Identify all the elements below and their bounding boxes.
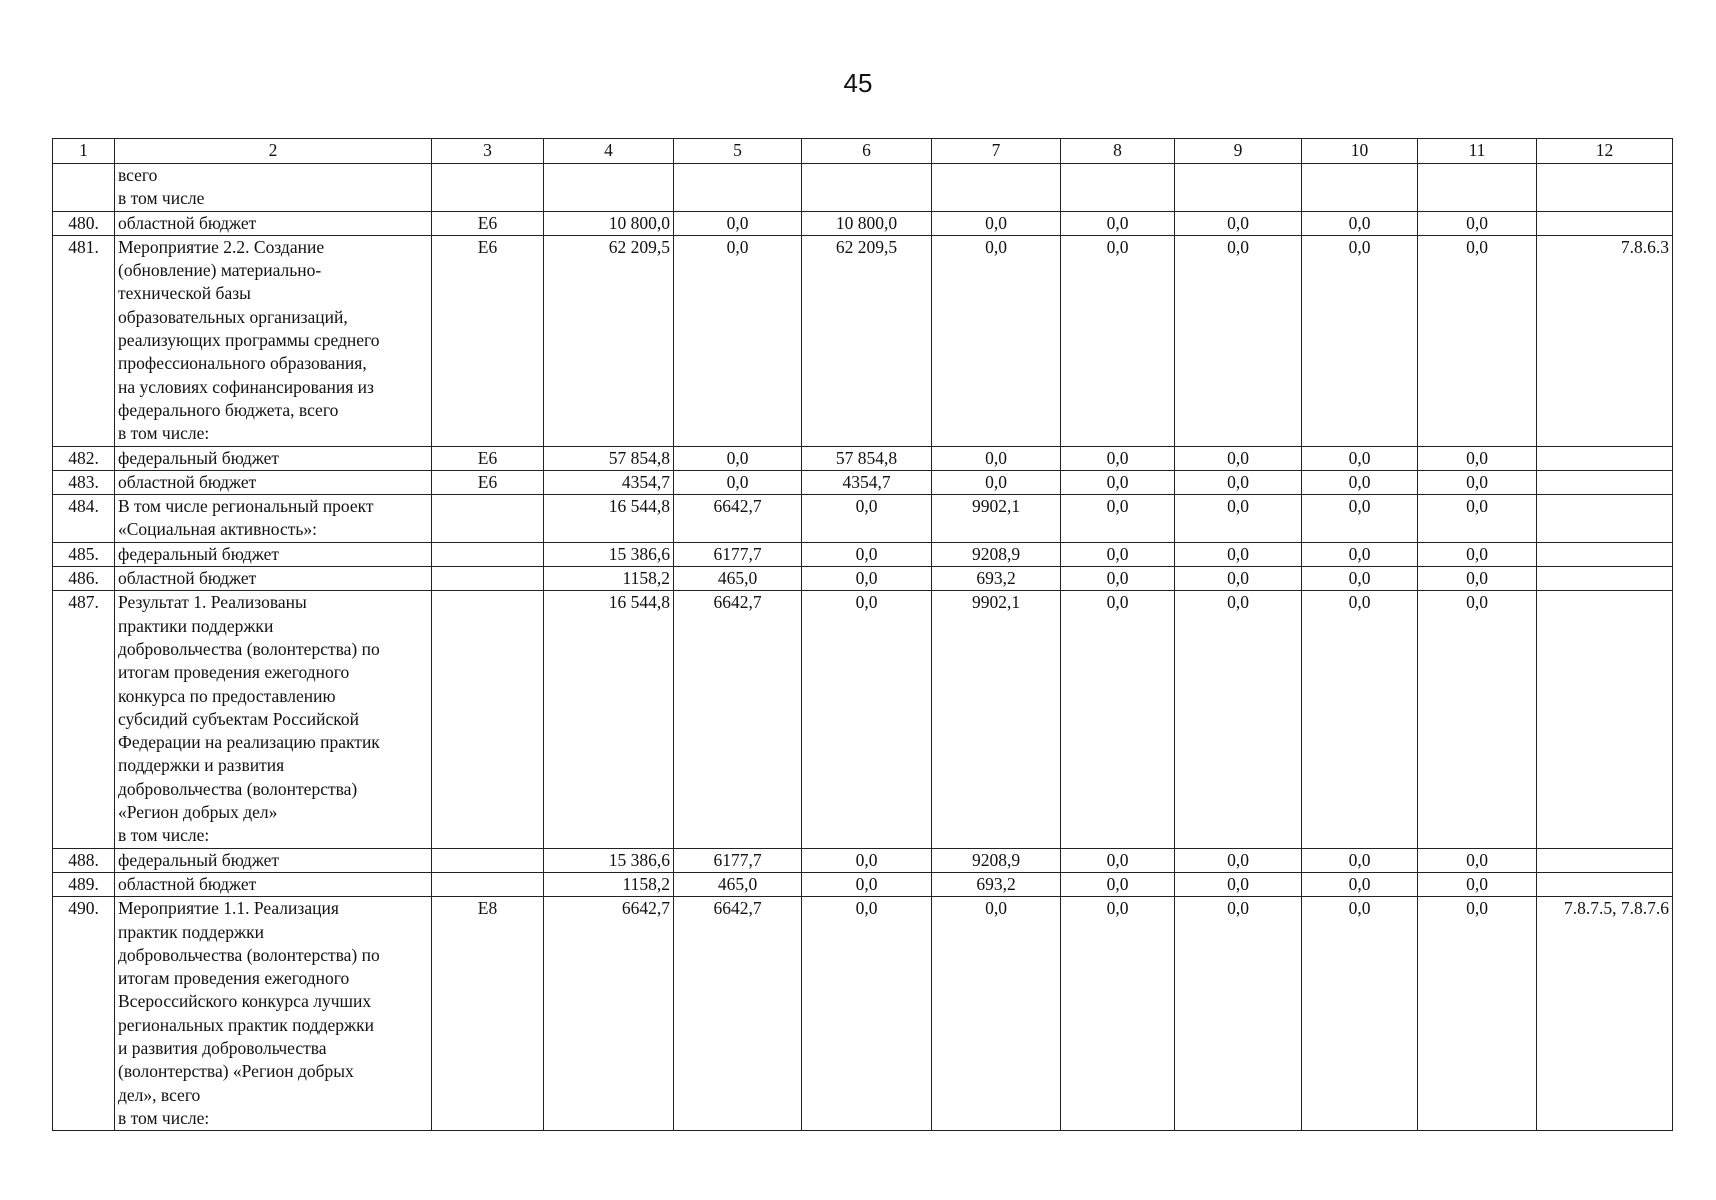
value-cell: 0,0 <box>674 446 802 470</box>
value-cell: 0,0 <box>932 470 1061 494</box>
value-cell: 15 386,6 <box>544 848 674 872</box>
value-cell: 693,2 <box>932 567 1061 591</box>
row-number-cell: 488. <box>53 848 115 872</box>
table-row <box>53 591 1673 848</box>
value-cell: 0,0 <box>1302 848 1418 872</box>
value-cell: 0,0 <box>1302 446 1418 470</box>
value-cell: 0,0 <box>1418 235 1537 446</box>
table-row <box>53 495 1673 543</box>
column-header: 2 <box>115 139 432 164</box>
value-cell: 0,0 <box>802 567 932 591</box>
value-cell: 0,0 <box>1302 897 1418 1131</box>
value-cell: 0,0 <box>1061 848 1175 872</box>
value-cell: 9208,9 <box>932 542 1061 566</box>
value-cell: 0,0 <box>1061 567 1175 591</box>
column-header: 12 <box>1537 139 1673 164</box>
value-cell: 0,0 <box>1061 542 1175 566</box>
indicator-cell <box>1537 164 1673 212</box>
value-cell: 465,0 <box>674 872 802 896</box>
table-row <box>53 211 1673 235</box>
code-cell: Е6 <box>432 235 544 446</box>
value-cell: 0,0 <box>1418 495 1537 543</box>
value-cell: 0,0 <box>1302 211 1418 235</box>
value-cell: 0,0 <box>802 872 932 896</box>
column-header: 4 <box>544 139 674 164</box>
value-cell: 0,0 <box>1175 446 1302 470</box>
row-name-cell: федеральный бюджет <box>115 446 432 470</box>
code-cell: Е6 <box>432 446 544 470</box>
table-row <box>53 897 1673 1131</box>
value-cell: 0,0 <box>1302 542 1418 566</box>
value-cell: 9902,1 <box>932 495 1061 543</box>
value-cell: 0,0 <box>802 495 932 543</box>
column-header: 9 <box>1175 139 1302 164</box>
value-cell: 0,0 <box>1061 470 1175 494</box>
row-number-cell: 490. <box>53 897 115 1131</box>
value-cell: 0,0 <box>1061 591 1175 848</box>
table-row <box>53 872 1673 896</box>
value-cell: 0,0 <box>802 848 932 872</box>
value-cell <box>1302 164 1418 212</box>
code-cell: Е6 <box>432 470 544 494</box>
table-row <box>53 567 1673 591</box>
value-cell: 0,0 <box>1175 848 1302 872</box>
row-number-cell: 487. <box>53 591 115 848</box>
value-cell: 0,0 <box>1418 446 1537 470</box>
table-row <box>53 235 1673 446</box>
value-cell: 0,0 <box>1175 470 1302 494</box>
row-name-cell: федеральный бюджет <box>115 542 432 566</box>
value-cell: 0,0 <box>1418 567 1537 591</box>
value-cell: 10 800,0 <box>544 211 674 235</box>
value-cell: 0,0 <box>1418 897 1537 1131</box>
value-cell: 57 854,8 <box>802 446 932 470</box>
value-cell: 0,0 <box>1061 211 1175 235</box>
value-cell: 0,0 <box>1418 211 1537 235</box>
value-cell: 0,0 <box>1061 235 1175 446</box>
value-cell: 0,0 <box>1175 235 1302 446</box>
value-cell: 0,0 <box>1302 872 1418 896</box>
column-header: 8 <box>1061 139 1175 164</box>
table-row <box>53 470 1673 494</box>
value-cell <box>1175 164 1302 212</box>
value-cell: 6177,7 <box>674 542 802 566</box>
value-cell: 0,0 <box>1175 211 1302 235</box>
indicator-cell <box>1537 848 1673 872</box>
value-cell: 0,0 <box>1061 897 1175 1131</box>
row-number-cell: 482. <box>53 446 115 470</box>
value-cell: 0,0 <box>932 446 1061 470</box>
value-cell: 465,0 <box>674 567 802 591</box>
value-cell: 0,0 <box>932 211 1061 235</box>
indicator-cell <box>1537 446 1673 470</box>
value-cell: 6642,7 <box>674 495 802 543</box>
indicator-cell <box>1537 211 1673 235</box>
value-cell: 0,0 <box>1175 591 1302 848</box>
indicator-cell: 7.8.7.5, 7.8.7.6 <box>1537 897 1673 1131</box>
column-header: 11 <box>1418 139 1537 164</box>
value-cell <box>802 164 932 212</box>
code-cell <box>432 848 544 872</box>
indicator-cell <box>1537 591 1673 848</box>
row-name-cell: областной бюджет <box>115 567 432 591</box>
value-cell <box>1418 164 1537 212</box>
code-cell <box>432 567 544 591</box>
row-name-cell: Результат 1. Реализованы практики поддержки добровольчества (волонтерства) по итогам проведения ежегодного конкурса по предоставлению субсидий субъектам Российской Федерации на реализацию практик поддержки и развития добровольчества (волонтерства) «Регион добрых дел» в том числе: <box>115 591 432 848</box>
indicator-cell <box>1537 567 1673 591</box>
code-cell <box>432 542 544 566</box>
value-cell: 57 854,8 <box>544 446 674 470</box>
value-cell: 0,0 <box>1175 897 1302 1131</box>
indicator-cell <box>1537 872 1673 896</box>
budget-table <box>52 138 1673 1131</box>
value-cell: 1158,2 <box>544 872 674 896</box>
value-cell: 0,0 <box>1418 470 1537 494</box>
row-name-cell: всего в том числе <box>115 164 432 212</box>
row-name-cell: областной бюджет <box>115 470 432 494</box>
indicator-cell <box>1537 542 1673 566</box>
row-name-cell: федеральный бюджет <box>115 848 432 872</box>
table-row <box>53 542 1673 566</box>
code-cell <box>432 591 544 848</box>
indicator-cell <box>1537 495 1673 543</box>
code-cell <box>432 495 544 543</box>
column-header: 7 <box>932 139 1061 164</box>
header-row <box>53 139 1673 164</box>
value-cell: 0,0 <box>674 470 802 494</box>
row-number-cell: 480. <box>53 211 115 235</box>
value-cell: 0,0 <box>1175 872 1302 896</box>
value-cell: 0,0 <box>1302 235 1418 446</box>
row-name-cell: областной бюджет <box>115 872 432 896</box>
page-number: 45 <box>843 68 873 98</box>
value-cell: 0,0 <box>1175 567 1302 591</box>
code-cell <box>432 872 544 896</box>
value-cell: 0,0 <box>1418 872 1537 896</box>
value-cell: 0,0 <box>1061 495 1175 543</box>
value-cell <box>1061 164 1175 212</box>
value-cell: 10 800,0 <box>802 211 932 235</box>
code-cell: Е6 <box>432 211 544 235</box>
value-cell: 16 544,8 <box>544 591 674 848</box>
row-number-cell: 484. <box>53 495 115 543</box>
row-name-cell: областной бюджет <box>115 211 432 235</box>
value-cell: 62 209,5 <box>544 235 674 446</box>
value-cell: 0,0 <box>1302 470 1418 494</box>
value-cell: 0,0 <box>1418 542 1537 566</box>
code-cell <box>432 164 544 212</box>
value-cell: 0,0 <box>802 591 932 848</box>
indicator-cell <box>1537 470 1673 494</box>
value-cell: 6642,7 <box>674 897 802 1131</box>
column-header: 6 <box>802 139 932 164</box>
column-header: 1 <box>53 139 115 164</box>
value-cell: 0,0 <box>1418 848 1537 872</box>
value-cell: 4354,7 <box>544 470 674 494</box>
row-number-cell: 481. <box>53 235 115 446</box>
table-body <box>53 164 1673 1131</box>
value-cell: 6642,7 <box>544 897 674 1131</box>
value-cell: 4354,7 <box>802 470 932 494</box>
value-cell: 0,0 <box>1302 591 1418 848</box>
value-cell: 0,0 <box>1175 495 1302 543</box>
value-cell <box>674 164 802 212</box>
column-header: 3 <box>432 139 544 164</box>
value-cell: 0,0 <box>1302 495 1418 543</box>
value-cell: 0,0 <box>1418 591 1537 848</box>
value-cell: 0,0 <box>802 897 932 1131</box>
row-number-cell <box>53 164 115 212</box>
table-row <box>53 164 1673 212</box>
value-cell: 0,0 <box>674 211 802 235</box>
value-cell: 693,2 <box>932 872 1061 896</box>
row-number-cell: 485. <box>53 542 115 566</box>
value-cell: 0,0 <box>1061 872 1175 896</box>
column-header: 10 <box>1302 139 1418 164</box>
value-cell: 1158,2 <box>544 567 674 591</box>
value-cell: 0,0 <box>1175 542 1302 566</box>
value-cell <box>932 164 1061 212</box>
value-cell <box>544 164 674 212</box>
value-cell: 0,0 <box>1061 446 1175 470</box>
row-name-cell: Мероприятие 2.2. Создание (обновление) материально- технической базы образовательных организаций, реализующих программы среднего профессионального образования, на условиях софинансирования из федерального бюджета, всего в том числе: <box>115 235 432 446</box>
value-cell: 15 386,6 <box>544 542 674 566</box>
value-cell: 62 209,5 <box>802 235 932 446</box>
indicator-cell: 7.8.6.3 <box>1537 235 1673 446</box>
value-cell: 0,0 <box>932 897 1061 1131</box>
value-cell: 16 544,8 <box>544 495 674 543</box>
row-number-cell: 483. <box>53 470 115 494</box>
code-cell: Е8 <box>432 897 544 1131</box>
value-cell: 9902,1 <box>932 591 1061 848</box>
value-cell: 9208,9 <box>932 848 1061 872</box>
row-name-cell: Мероприятие 1.1. Реализация практик поддержки добровольчества (волонтерства) по итогам проведения ежегодного Всероссийского конкурса лучших региональных практик поддержки и развития добровольчества (волонтерства) «Регион добрых дел», всего в том числе: <box>115 897 432 1131</box>
row-number-cell: 489. <box>53 872 115 896</box>
value-cell: 0,0 <box>802 542 932 566</box>
table-row <box>53 848 1673 872</box>
value-cell: 0,0 <box>932 235 1061 446</box>
value-cell: 0,0 <box>674 235 802 446</box>
table-row <box>53 446 1673 470</box>
column-header: 5 <box>674 139 802 164</box>
value-cell: 6642,7 <box>674 591 802 848</box>
row-number-cell: 486. <box>53 567 115 591</box>
value-cell: 6177,7 <box>674 848 802 872</box>
value-cell: 0,0 <box>1302 567 1418 591</box>
row-name-cell: В том числе региональный проект «Социальная активность»: <box>115 495 432 543</box>
